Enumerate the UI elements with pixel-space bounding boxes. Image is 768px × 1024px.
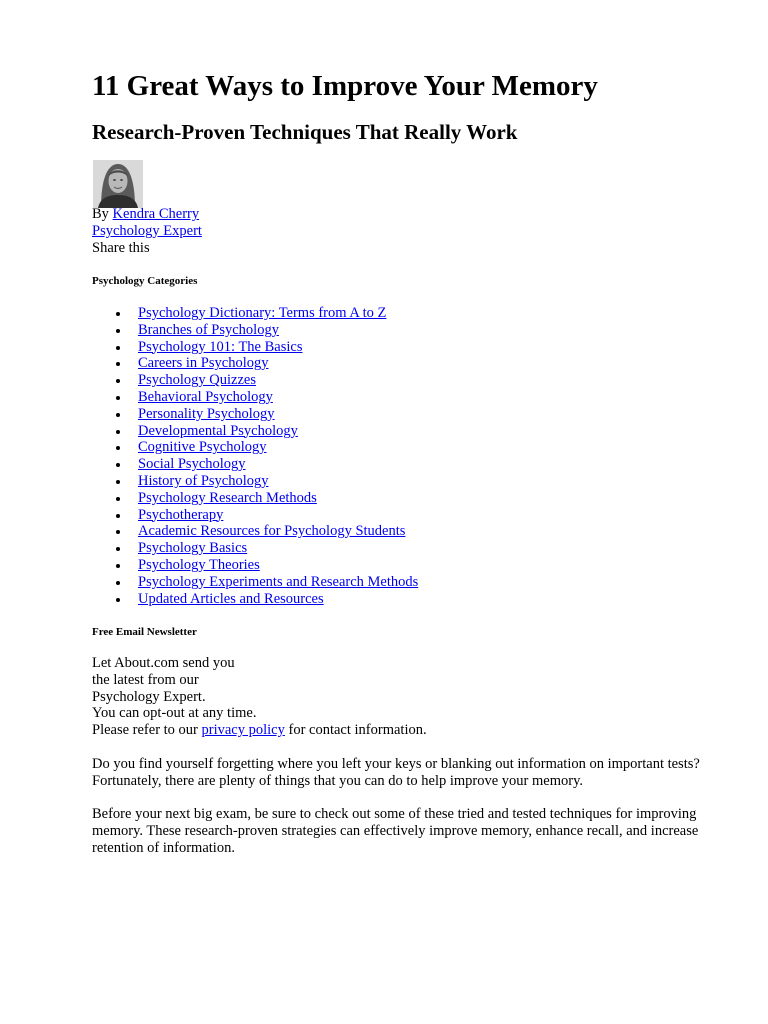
- newsletter-heading: Free Email Newsletter: [92, 626, 197, 638]
- bullet-icon: [116, 413, 120, 417]
- category-link[interactable]: Psychotherapy: [138, 506, 224, 523]
- bullet-icon: [116, 346, 120, 350]
- category-link[interactable]: Psychology 101: The Basics: [138, 338, 303, 355]
- category-link[interactable]: History of Psychology: [138, 472, 269, 489]
- bullet-icon: [116, 598, 120, 602]
- category-link[interactable]: Social Psychology: [138, 456, 246, 473]
- share-label: Share this: [92, 240, 150, 256]
- category-link[interactable]: Careers in Psychology: [138, 355, 269, 372]
- bullet-icon: [116, 547, 120, 551]
- bullet-icon: [116, 581, 120, 585]
- list-item: [92, 355, 418, 372]
- body-paragraph-1: Do you find yourself forgetting where you left your keys or blanking out information on important tests? Fortunately, there are plenty of things that you can do to help improve your memory.: [92, 756, 700, 789]
- category-link[interactable]: Branches of Psychology: [138, 321, 279, 338]
- category-link[interactable]: Cognitive Psychology: [138, 439, 267, 456]
- bullet-icon: [116, 446, 120, 450]
- category-link[interactable]: Behavioral Psychology: [138, 388, 273, 405]
- bullet-icon: [116, 430, 120, 434]
- bullet-icon: [116, 379, 120, 383]
- bullet-icon: [116, 463, 120, 467]
- author-role-link[interactable]: Psychology Expert: [92, 223, 202, 239]
- list-item: [92, 540, 418, 557]
- author-avatar: [93, 160, 143, 208]
- bullet-icon: [116, 514, 120, 518]
- bullet-icon: [116, 564, 120, 568]
- category-link[interactable]: Psychology Quizzes: [138, 372, 256, 389]
- bullet-icon: [116, 497, 120, 501]
- category-link[interactable]: Updated Articles and Resources: [138, 590, 324, 607]
- list-item: [92, 322, 418, 339]
- list-item: [92, 305, 418, 322]
- bullet-icon: [116, 362, 120, 366]
- list-item: [92, 507, 418, 524]
- category-link[interactable]: Psychology Basics: [138, 540, 248, 557]
- newsletter-line-1: Let About.com send you: [92, 655, 235, 671]
- newsletter-line-2: the latest from our: [92, 671, 199, 688]
- list-item: [92, 591, 418, 608]
- list-item: [92, 473, 418, 490]
- newsletter-text: [92, 655, 427, 739]
- bullet-icon: [116, 312, 120, 316]
- category-link[interactable]: Developmental Psychology: [138, 422, 298, 439]
- newsletter-line-4: You can opt-out at any time.: [92, 705, 257, 722]
- privacy-policy-link[interactable]: privacy policy: [201, 722, 285, 739]
- list-item: [92, 490, 418, 507]
- author-name-link[interactable]: Kendra Cherry: [112, 206, 200, 222]
- byline-author-row: [92, 206, 202, 223]
- list-item: [92, 439, 418, 456]
- body-paragraph-2: Before your next big exam, be sure to check out some of these tried and tested techniques for improving memory. These research-proven strategies can effectively improve memory, enhance recall, and increase retention of information.: [92, 806, 699, 856]
- bullet-icon: [116, 396, 120, 400]
- newsletter-line-3: Psychology Expert.: [92, 688, 206, 705]
- byline: [92, 206, 202, 257]
- bullet-icon: [116, 329, 120, 333]
- list-item: [92, 456, 418, 473]
- list-item: [92, 372, 418, 389]
- category-link[interactable]: Academic Resources for Psychology Students: [138, 523, 406, 540]
- category-link[interactable]: Psychology Experiments and Research Methods: [138, 573, 419, 590]
- category-link[interactable]: Psychology Dictionary: Terms from A to Z: [138, 305, 387, 321]
- list-item: [92, 339, 418, 356]
- category-link[interactable]: Personality Psychology: [138, 405, 275, 422]
- categories-heading: Psychology Categories: [92, 275, 198, 287]
- article-title: 11 Great Ways to Improve Your Memory: [92, 70, 598, 102]
- privacy-suffix: for contact information.: [288, 722, 427, 739]
- list-item: [92, 423, 418, 440]
- category-link[interactable]: Psychology Theories: [138, 556, 260, 573]
- byline-prefix: By: [92, 206, 109, 222]
- bullet-icon: [116, 480, 120, 484]
- list-item: [92, 574, 418, 591]
- author-photo-icon: [93, 160, 143, 208]
- bullet-icon: [116, 530, 120, 534]
- newsletter-line-5: [92, 722, 427, 739]
- list-item: [92, 557, 418, 574]
- categories-list: [92, 305, 418, 607]
- privacy-prefix: Please refer to our: [92, 722, 198, 739]
- article-subtitle: Research-Proven Techniques That Really Work: [92, 120, 518, 144]
- category-link[interactable]: Psychology Research Methods: [138, 489, 317, 506]
- byline-role-row: [92, 223, 202, 240]
- list-item: [92, 523, 418, 540]
- list-item: [92, 389, 418, 406]
- list-item: [92, 406, 418, 423]
